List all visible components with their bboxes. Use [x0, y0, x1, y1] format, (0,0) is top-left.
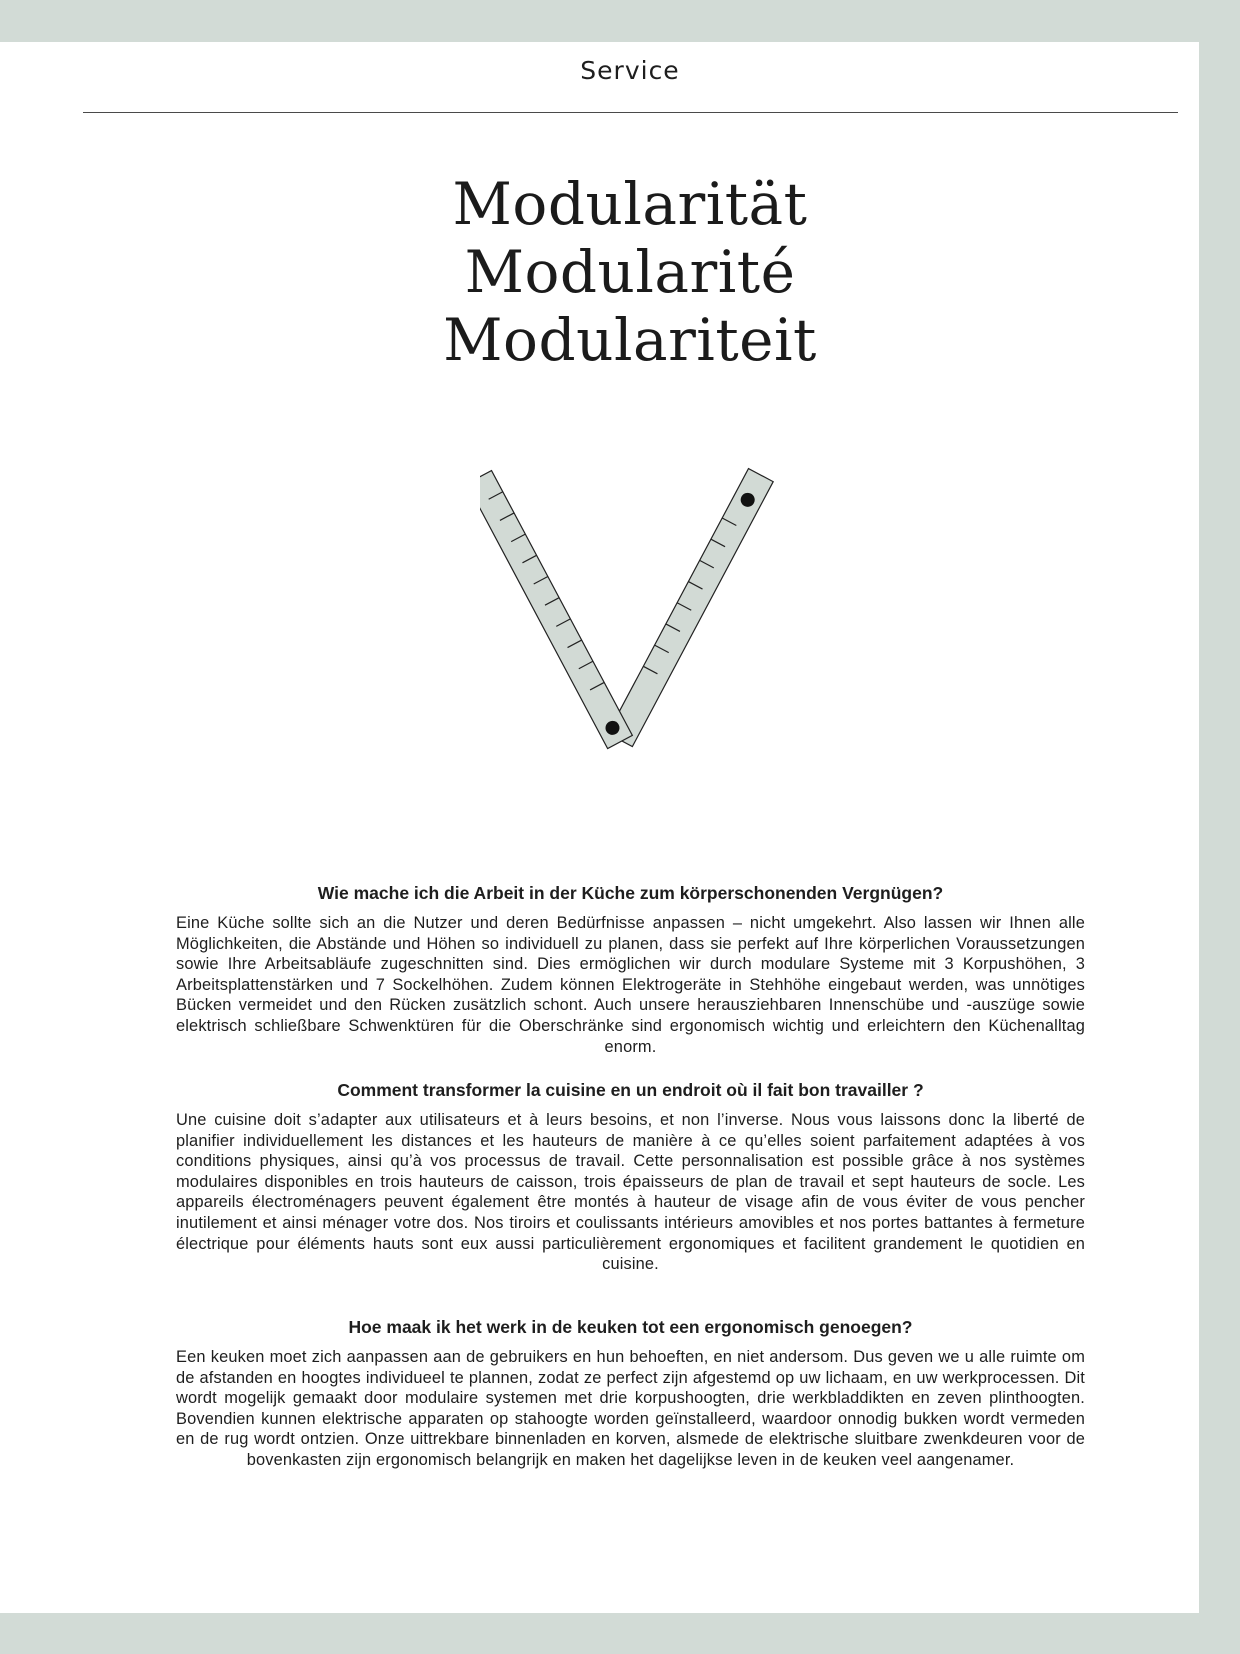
section-heading-de: Wie mache ich die Arbeit in der Küche zum körperschonenden Vergnügen?	[317, 883, 944, 903]
section-body-fr: Une cuisine doit s’adapter aux utilisateurs et à leurs besoins, et non l’inverse. Nous vous laissons donc la liberté de planifier individuellement les distances et les hauteurs de manière à ce qu’elles soient parfaitement adaptées à vos conditions physiques, ainsi qu’à vos processus de travail. Cette personnalisation est possible grâce à nos systèmes modulaires disponibles en trois hauteurs de caisson, trois épaisseurs de plan de travail et sept hauteurs de socle. Les appareils électroménagers peuvent également être montés à hauteur de visage afin de vous éviter de vous pencher inutilement et ainsi ménager votre dos. Nos tiroirs et coulissants intérieurs amovibles et nos portes battantes à fermeture électrique pour éléments hauts sont eux aussi particulièrement ergonomiques et facilitent grandement le quotidien en cuisine.	[176, 1111, 1085, 1274]
page-title	[0, 170, 1240, 374]
section-body-nl: Een keuken moet zich aanpassen aan de gebruikers en hun behoeften, en niet andersom. Dus geven we u alle ruimte om de afstanden en hoogtes individueel te plannen, zodat ze perfect zijn afgestemd op uw lichaam, en uw werkprocessen. Dit wordt mogelijk gemaakt door modulaire systemen met drie korpushoogten, drie werkbladdikten en zeven plinthoogten. Bovendien kunnen elektrische apparaten op stahoogte worden geïnstalleerd, waardoor onnodig bukken wordt vermeden en de rug wordt ontzien. Onze uittrekbare binnenladen en korven, alsmede de elektrische sluitbare zwenkdeuren voor de bovenkasten zijn ergonomisch belangrijk en maken het dagelijkse leven in de keuken veel aangenamer.	[176, 1348, 1085, 1469]
ruler-arm-right	[608, 469, 774, 747]
section-heading-nl: Hoe maak ik het werk in de keuken tot een ergonomisch genoegen?	[348, 1317, 913, 1337]
section-nl	[176, 1316, 1085, 1471]
header-divider	[83, 112, 1178, 113]
folding-ruler-illustration	[480, 460, 780, 760]
page-title-fr: Modularité	[464, 238, 796, 306]
section-fr	[176, 1079, 1085, 1275]
section-body-de: Eine Küche sollte sich an die Nutzer und deren Bedürfnisse anpassen – nicht umgekehrt. Also lassen wir Ihnen alle Möglichkeiten, die Abstände und Höhen so individuell zu planen, dass sie perfekt auf Ihre körperlichen Voraussetzungen sowie Ihre Arbeitsabläufe zugeschnitten sind. Dies ermöglichen wir durch modulare Systeme mit 3 Korpushöhen, 3 Arbeitsplattenstärken und 7 Sockelhöhen. Zudem können Elektrogeräte in Stehhöhe eingebaut werden, was unnötiges Bücken vermeidet und den Rücken zusätzlich schont. Auch unsere herausziehbaren Innenschübe und -auszüge sowie elektrisch schließbare Schwenktüren für die Oberschränke sind ergonomisch wichtig und erleichtern den Küchenalltag enorm.	[176, 914, 1085, 1056]
section-title: Service	[580, 56, 680, 85]
section-heading-fr: Comment transformer la cuisine en un endroit où il fait bon travailler ?	[337, 1080, 924, 1100]
document-page	[0, 42, 1199, 1613]
page-title-de: Modularität	[452, 170, 808, 238]
ruler-arm-left	[480, 471, 632, 749]
section-de	[176, 882, 1085, 1057]
page-title-nl: Modulariteit	[443, 306, 817, 374]
folding-ruler-icon	[480, 460, 780, 760]
